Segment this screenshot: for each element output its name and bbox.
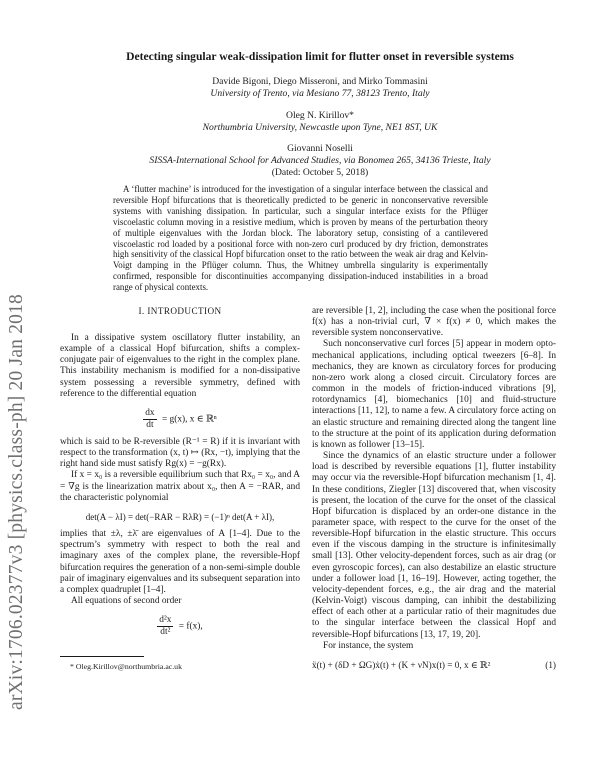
footnote-email: * Oleg.Kirillov@northumbria.ac.uk [70, 662, 182, 672]
author-kirillov: Oleg N. Kirillov* [286, 110, 354, 121]
affiliation-sissa: SISSA-International School for Advanced Studies, via Bonomea 265, 34136 Trieste, Italy [149, 155, 491, 166]
equation-dxdt [60, 408, 300, 431]
author-noselli: Giovanni Noselli [287, 143, 353, 154]
fraction-denominator: dt [146, 419, 154, 430]
fraction-d2xdt2 [157, 615, 173, 638]
equation-main [312, 660, 556, 671]
arxiv-stamp-text: arXiv:1706.02377v3 [physics.class-ph] 20 Jan 2018 [6, 294, 27, 710]
paper-title: Detecting singular weak-dissipation limit for flutter onset in reversible systems [126, 50, 514, 63]
affiliation-trento: University of Trento, via Mesiano 77, 38123 Trento, Italy [210, 88, 430, 99]
equation-second-order [60, 615, 300, 638]
right-paragraph-2: Such nonconservative curl forces [5] appear in modern opto-mechanical applications, including optical tweezers [6–8]. In mechanics, they are known as circulatory forces for producing non-zero work along a closed circuit. Circulatory forces are common in the models of friction-induced vibrations [9], rotordynamics [4], biomechanics [10] and fluid-structure interactions [11, 12], to name a few. A circulatory force acting on an elastic structure and remaining directed along the tangent line to the structure at the point of its application during deformation is known as follower [13–15]. [312, 339, 556, 450]
right-paragraph-1: are reversible [1, 2], including the case when the positional force f(x) has a non-trivial curl, ∇ × f(x) ≠ 0, which makes the reversible system nonconservative. [312, 306, 556, 339]
fraction-denominator: dt² [160, 627, 171, 638]
fraction-dxdt [143, 408, 156, 431]
right-paragraph-4: For instance, the system [323, 640, 414, 651]
equation-main-body: ẍ(t) + (δD + ΩG)ẋ(t) + (K + νN)x(t) = 0, x ∈ ℝ² [312, 659, 491, 670]
equation-number: (1) [545, 659, 556, 670]
intro-paragraph-2: which is said to be R-reversible (R⁻¹ = R) if it is invariant with respect to the transformation (x, t) ↦ (Rx, −t), implying that the right hand side must satisfy Rg(x) = −g(Rx). [60, 436, 300, 470]
equation-rhs: = g(x), x ∈ ℝⁿ [161, 414, 217, 425]
abstract: A ‘flutter machine’ is introduced for the investigation of a singular interface between the classical and reversible Hopf bifurcations that is theoretically predicted to be generic in nonconservative reversible systems with vanishing dissipation. In particular, such a singular interface exists for the Pflüger viscoelastic column moving in a resistive medium, which is proven by means of the perturbation theory of multiple eigenvalues with the Jordan block. The laboratory setup, consisting of a cantilevered viscoelastic rod loaded by a positional force with non-zero curl produced by dry friction, demonstrates high sensitivity of the classical Hopf bifurcation onset to the ratio between the weak air drag and Kelvin-Voigt damping in the Pflüger column. Thus, the Whitney umbrella singularity is experimentally confirmed, responsible for discontinuities accompanying dissipation-induced instabilities in a broad range of physical contexts. [113, 184, 488, 293]
fraction-numerator: d²x [159, 615, 172, 626]
fraction-numerator: dx [145, 407, 155, 418]
dated-line: (Dated: October 5, 2018) [271, 167, 369, 178]
authors-line: Davide Bigoni, Diego Misseroni, and Mirko Tommasini [212, 76, 428, 87]
intro-paragraph-1: In a dissipative system oscillatory flutter instability, an example of a classical Hopf bifurcation, shifts a complex-conjugate pair of eigenvalues to the right in the complex plane. This instability mechanism is modified for a non-dissipative system possessing a reversible symmetry, defined with reference to the differential equation [60, 333, 300, 399]
equation-rhs: = f(x), [178, 621, 203, 632]
intro-paragraph-5: All equations of second order [71, 595, 182, 606]
right-column [312, 306, 556, 671]
intro-paragraph-3: If x = x₀ is a reversible equilibrium such that Rx₀ = x₀, and A = ∇g is the linearization matrix about x₀, then A = −RAR, and the characteristic polynomial [60, 470, 300, 503]
right-paragraph-3: Since the dynamics of an elastic structure under a follower load is described by reversible equations [1], flutter instability may occur via the reversible-Hopf bifurcation mechanism [1, 4]. In these conditions, Ziegler [13] discovered that, when viscosity is present, the location of the curve for the onset of the classical Hopf bifurcation is displaced by an order-one distance in the parameter space, with respect to the curve for the onset of the reversible-Hopf bifurcation in the elastic structure. This occurs even if the viscous damping in the structure is infinitesimally small [13]. Other velocity-dependent forces, such as air drag (or even gyroscopic forces), can also destabilize an elastic structure under a follower load [1, 16–19]. However, acting together, the velocity-dependent forces, e.g., the air drag and the material (Kelvin-Voigt) viscous damping, can inhibit the destabilizing effect of each other at a particular ratio of their magnitudes due to the singular interface between the classical Hopf and reversible-Hopf bifurcations [13, 17, 19, 20]. [312, 451, 556, 640]
equation-characteristic-polynomial: det(A − λI) = det(−RAR − RλR) = (−1)ⁿ det(A + λI), [85, 511, 275, 522]
section-heading-introduction: I. INTRODUCTION [138, 306, 222, 316]
affiliation-northumbria: Northumbria University, Newcastle upon Tyne, NE1 8ST, UK [202, 122, 438, 133]
footnote-rule [60, 656, 144, 657]
arxiv-stamp [6, 150, 36, 710]
left-column [60, 306, 300, 672]
intro-paragraph-4: implies that ±λ, ±λ̄ are eigenvalues of A [1–4]. Due to the spectrum’s symmetry with respect to both the real and imaginary axes of the complex plane, the reversible-Hopf bifurcation requires the generation of a non-semi-simple double pair of imaginary eigenvalues and its subsequent separation into a complex quadruplet [1–4]. [60, 529, 300, 595]
